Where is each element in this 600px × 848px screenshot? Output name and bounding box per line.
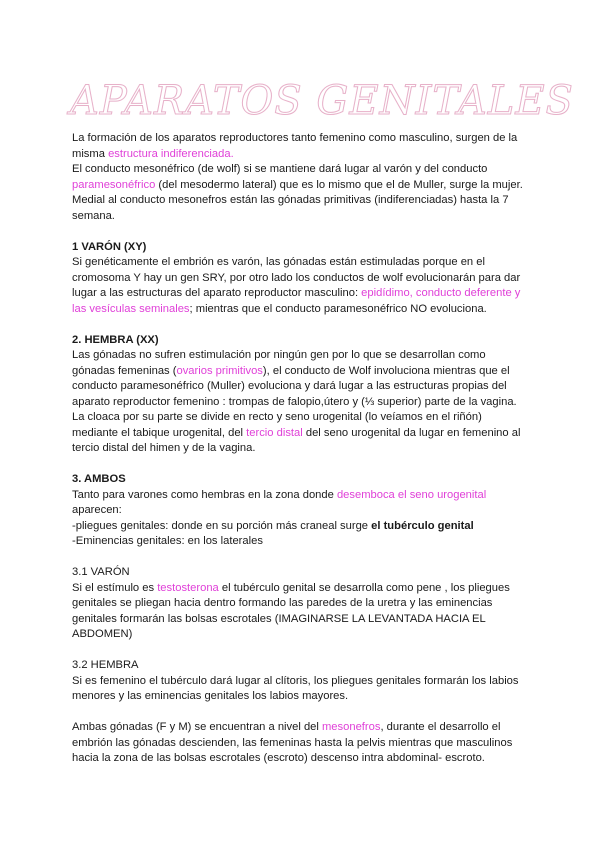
highlight-term: ovarios primitivos — [176, 364, 263, 377]
page-title: APARATOS GENITALES — [70, 78, 574, 124]
intro-paragraph-1: La formación de los aparatos reproductores tanto femenino como masculino, surgen de la misma estructura indiferenciada. — [72, 132, 518, 160]
highlight-term: epidídimo, conducto deferente y las vesículas seminales — [72, 287, 521, 315]
hembra-paragraph-2: La cloaca por su parte se divide en recto y seno urogenital (lo veíamos en el riñón) mediante el tabique urogenital, del tercio distal del seno urogenital da lugar en femenino al tercio distal del himen y de la vagina. — [72, 411, 521, 454]
highlight-term: desemboca el seno urogenital — [336, 488, 487, 501]
bold-term: el tubérculo genital — [371, 519, 474, 532]
intro-paragraph-3: Medial al conducto mesonefros están las gónadas primitivas (indiferenciadas) hasta la 7 semana. — [72, 194, 509, 222]
ambos-paragraph: Tanto para varones como hembras en la zona donde desemboca el seno urogenital aparecen: — [72, 488, 487, 516]
varon31-paragraph: Si el estímulo es testosterona el tubérculo genital se desarrolla como pene , los pliegues genitales se pliegan hacia dentro formando las paredes de la uretra y las eminencias genitales formarán las bolsas escrotales (IMAGINARSE LA LEVANTADA HACIA EL ABDOMEN) — [72, 581, 510, 640]
intro-paragraph-2: El conducto mesonéfrico (de wolf) si se mantiene dará lugar al varón y del conducto paramesonéfrico (del mesodermo lateral) que es lo mismo que el de Muller, surge la mujer. — [72, 163, 523, 191]
varon-paragraph: Si genéticamente el embrión es varón, las gónadas están estimuladas porque en el cromosoma Y hay un gen SRY, por otro lado los conductos de wolf evolucionarán para dar lugar a las estructuras del aparato reproductor masculino: epidídimo, conducto deferente y las vesículas seminales; mientras que el conducto paramesonéfrico NO evoluciona. — [72, 256, 521, 315]
subsection-heading-hembra: 3.2 HEMBRA — [72, 659, 139, 671]
subsection-heading-varon: 3.1 VARÓN — [72, 566, 130, 578]
highlight-term: testosterona — [157, 581, 219, 594]
document-body — [72, 131, 524, 767]
final-paragraph: Ambas gónadas (F y M) se encuentran a nivel del mesonefros, durante el desarrollo el embrión las gónadas descienden, las femeninas hasta la pelvis mientras que masculinos hacia la zona de las bolsas escrotales (escroto) descenso intra abdominal- escroto. — [72, 721, 513, 764]
ambos-item-1: -pliegues genitales: donde en su porción más craneal surge el tubérculo genital — [72, 519, 474, 532]
highlight-term: mesonefros — [321, 721, 381, 733]
hembra32-paragraph: Si es femenino el tubérculo dará lugar al clítoris, los pliegues genitales formarán los labios menores y las eminencias genitales los labios mayores. — [72, 674, 519, 702]
highlight-term: paramesonéfrico — [72, 178, 156, 191]
section-heading-ambos: 3. AMBOS — [72, 473, 126, 485]
highlight-term: estructura indiferenciada. — [108, 147, 234, 160]
section-heading-hembra: 2. HEMBRA (XX) — [72, 333, 159, 346]
section-heading-varon: 1 VARÓN (XY) — [72, 240, 147, 253]
ambos-item-2: -Eminencias genitales: en los laterales — [72, 535, 263, 547]
highlight-term: tercio distal — [246, 426, 303, 439]
hembra-paragraph-1: Las gónadas no sufren estimulación por ningún gen por lo que se desarrollan como gónadas femeninas (ovarios primitivos), el conducto de Wolf involuciona mientras que el conducto paramesonéfrico (Muller) evoluciona y dará lugar a las estructuras propias del aparato reproductor femenino : trompas de falopio,útero y (⅓ superior) parte de la vagina. — [72, 349, 517, 408]
